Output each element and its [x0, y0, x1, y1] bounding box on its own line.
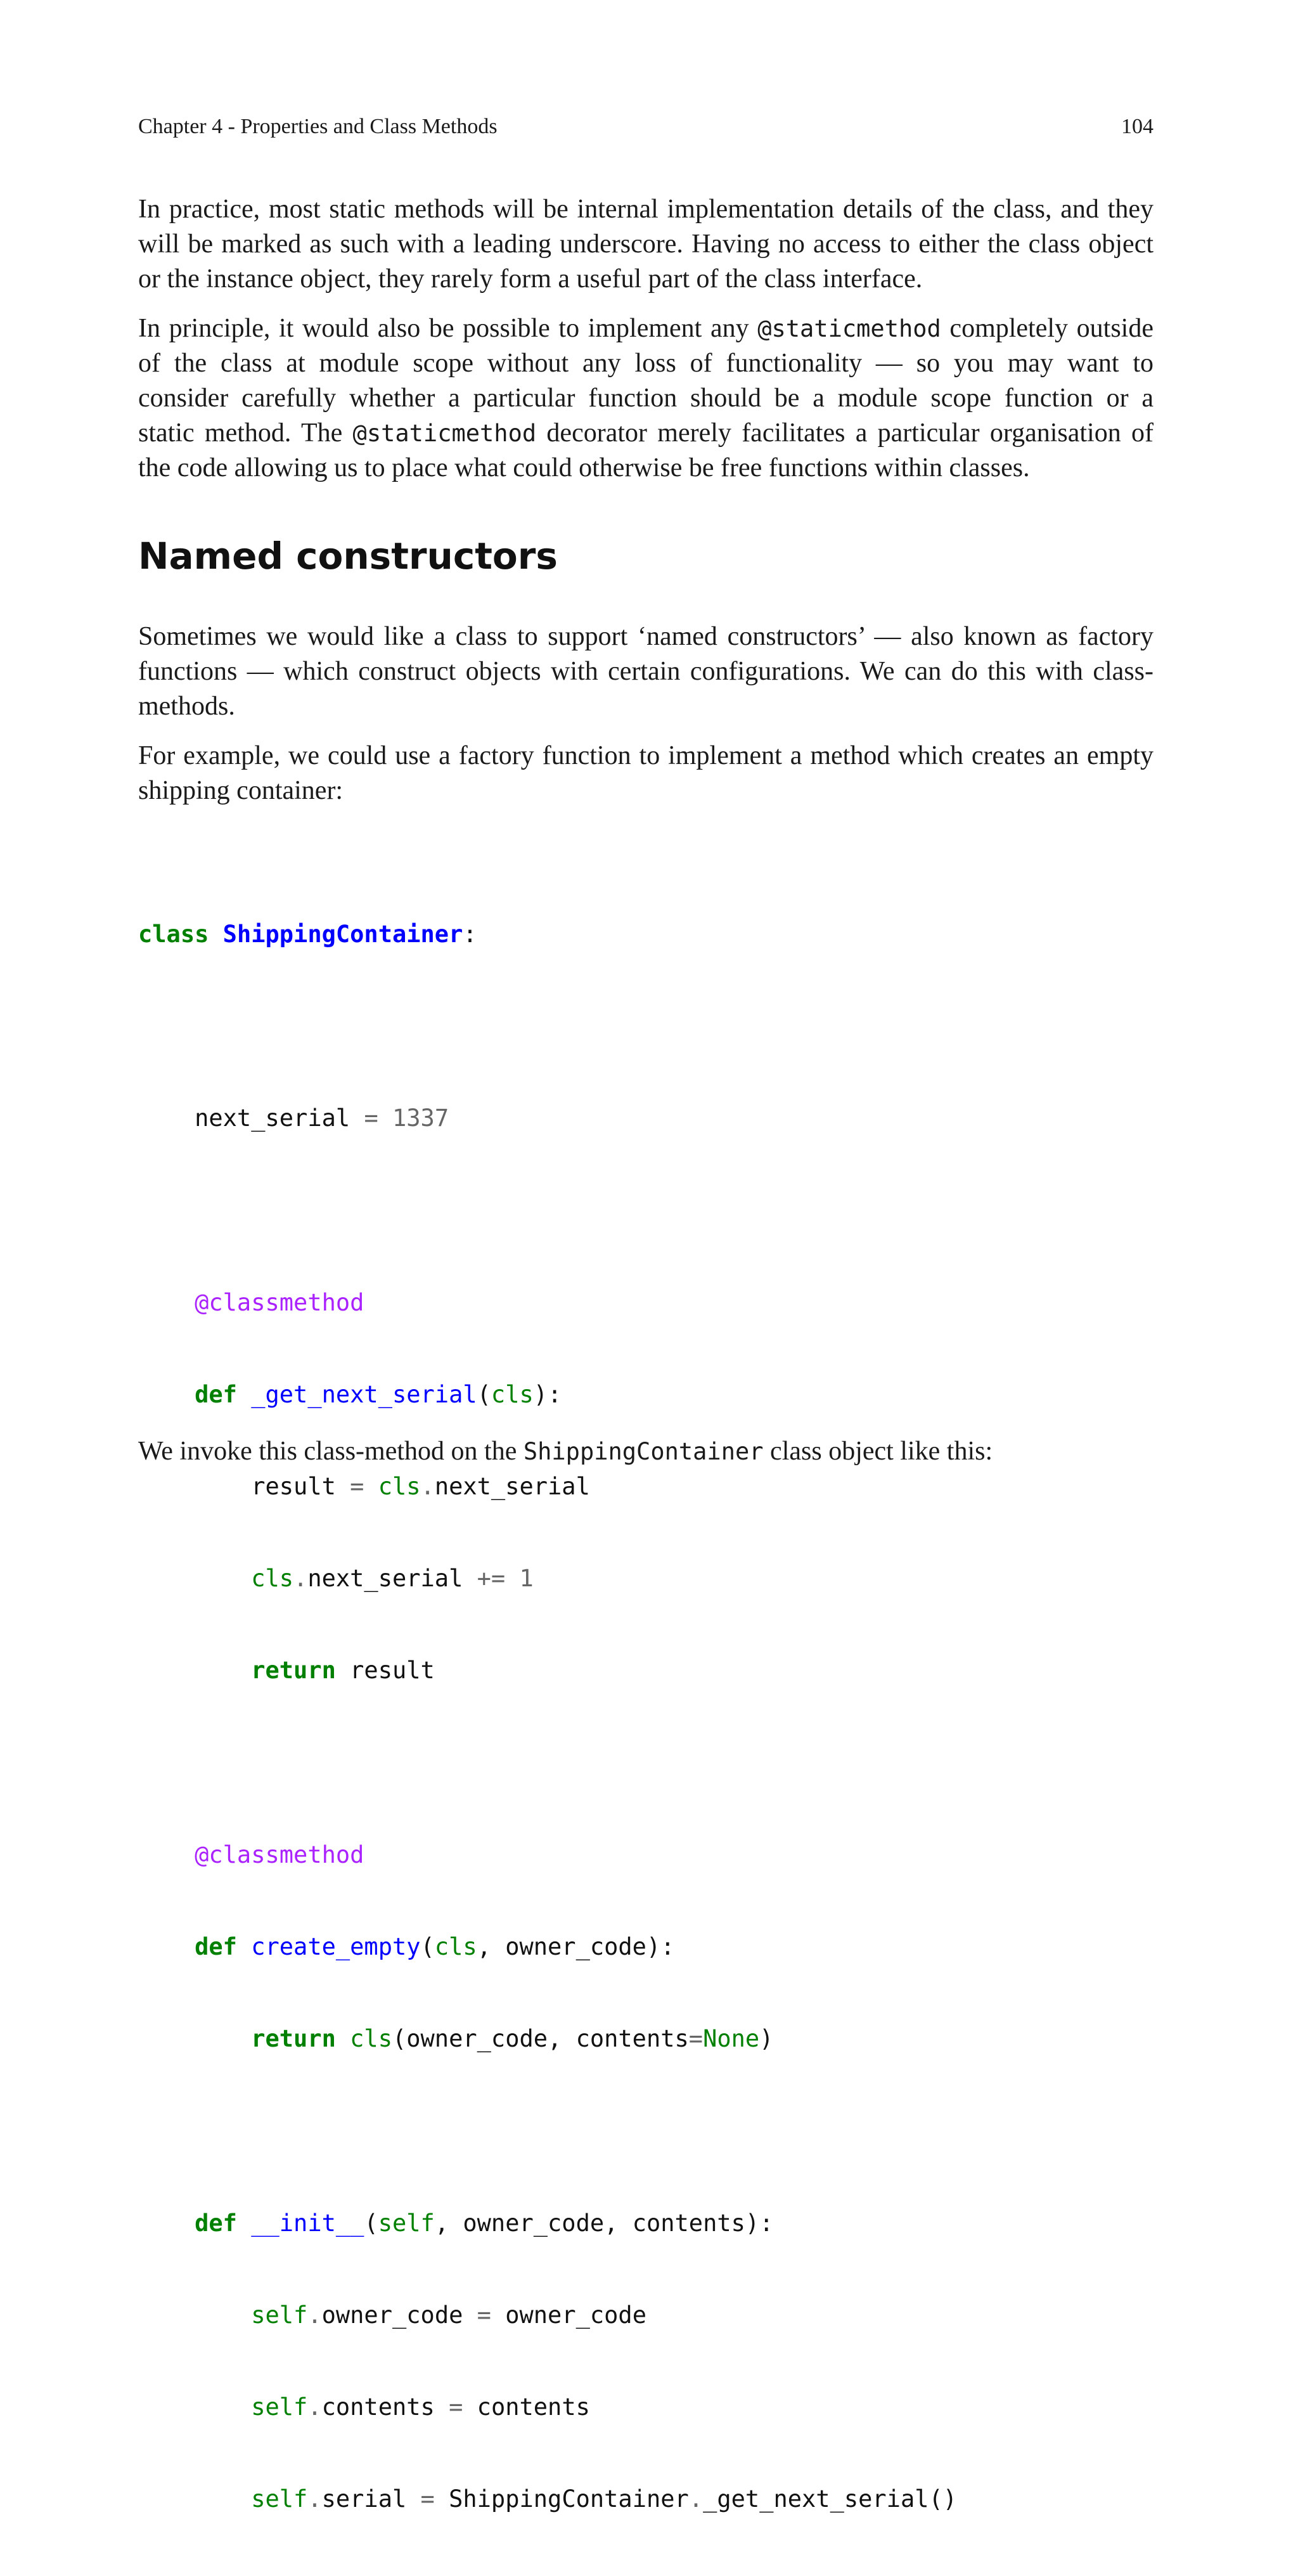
- code-line: [138, 919, 1153, 950]
- code-operator: .: [688, 2485, 704, 2513]
- code-line: [138, 2208, 1153, 2239]
- text-line: functions — which construct objects with certain configurations. We can do this with class-: [138, 657, 1153, 686]
- code-line: [138, 2024, 1153, 2054]
- code-keyword: def: [195, 2209, 237, 2237]
- code-line: [138, 1932, 1153, 1962]
- code-line: [138, 1380, 1153, 1410]
- code-line: [138, 2116, 1153, 2146]
- code-identifier: owner_code: [321, 2301, 463, 2329]
- text-span: class object like this:: [763, 1437, 993, 1466]
- code-punct: (: [420, 1933, 435, 1961]
- inline-code: @staticmethod: [352, 420, 537, 447]
- text-line: For example, we could use a factory function to implement a method which creates an empty: [138, 741, 1153, 770]
- code-constant: None: [703, 2025, 760, 2053]
- code-line: [138, 1748, 1153, 1778]
- code-keyword: def: [195, 1933, 237, 1961]
- code-operator: =: [350, 1473, 364, 1501]
- code-self: self: [251, 2393, 308, 2421]
- page-number: 104: [1121, 115, 1153, 138]
- code-operator: .: [307, 2393, 322, 2421]
- paragraph-invoke-classmethod: [138, 1434, 1153, 1469]
- code-operator: =: [449, 2393, 463, 2421]
- code-cls: cls: [491, 1380, 534, 1408]
- paragraph-static-methods-principle: [138, 311, 1153, 486]
- code-identifier: owner_code: [505, 2301, 646, 2329]
- code-keyword: return: [251, 2025, 336, 2053]
- code-keyword: def: [195, 1380, 237, 1408]
- text-line: or the instance object, they rarely form a useful part of the class interface.: [138, 264, 923, 294]
- code-params: , owner_code, contents):: [434, 2209, 774, 2237]
- code-cls: cls: [251, 1565, 294, 1593]
- code-line: [138, 1011, 1153, 1042]
- paragraph-factory-example: [138, 739, 1153, 808]
- text-line: methods.: [138, 692, 235, 721]
- code-number: 1337: [392, 1104, 449, 1132]
- code-operator: .: [307, 2301, 322, 2329]
- text-span: static method. The: [138, 418, 353, 448]
- code-function-name: __init__: [251, 2209, 364, 2237]
- code-keyword: class: [138, 920, 209, 948]
- code-cls: cls: [378, 1473, 421, 1501]
- code-operator: =: [420, 2485, 435, 2513]
- code-punct: (: [477, 1380, 491, 1408]
- code-line: [138, 1655, 1153, 1686]
- code-number: 1: [519, 1565, 534, 1593]
- text-line: the code allowing us to place what could otherwise be free functions within classes.: [138, 453, 1030, 482]
- code-line: [138, 2300, 1153, 2331]
- code-self: self: [251, 2485, 308, 2513]
- code-line: [138, 1288, 1153, 1318]
- inline-code: ShippingContainer: [523, 1438, 764, 1465]
- code-keyword: return: [251, 1657, 336, 1685]
- code-params: , owner_code):: [477, 1933, 675, 1961]
- code-identifier: serial: [321, 2485, 407, 2513]
- code-line: [138, 1195, 1153, 1226]
- code-identifier: ShippingContainer: [449, 2485, 689, 2513]
- code-line: [138, 1103, 1153, 1134]
- text-span: decorator merely facilitates a particular organisation of: [536, 418, 1154, 448]
- code-identifier: next_serial: [307, 1565, 463, 1593]
- code-operator: =: [688, 2025, 704, 2053]
- code-self: self: [251, 2301, 308, 2329]
- text-span: In principle, it would also be possible to implement any: [138, 314, 758, 343]
- code-punct: ): [759, 2025, 774, 2053]
- code-class-name: ShippingContainer: [222, 920, 463, 948]
- paragraph-named-constructors-intro: [138, 619, 1153, 724]
- text-line: [138, 311, 1153, 346]
- text-line: In practice, most static methods will be internal implementation details of the class, and they: [138, 195, 1153, 224]
- code-function-name: create_empty: [251, 1933, 421, 1961]
- code-args: (owner_code, contents: [392, 2025, 689, 2053]
- code-identifier: result: [350, 1657, 435, 1685]
- text-line: [138, 416, 1153, 451]
- code-identifier: result: [251, 1473, 336, 1501]
- section-heading: Named constructors: [138, 534, 558, 578]
- code-line: [138, 1840, 1153, 1870]
- code-cls: cls: [434, 1933, 477, 1961]
- text-line: of the class at module scope without any loss of functionality — so you may want to: [138, 349, 1153, 378]
- code-operator: +=: [477, 1565, 506, 1593]
- text-line: Sometimes we would like a class to support ‘named constructors’ — also known as factory: [138, 622, 1153, 651]
- code-identifier: contents: [477, 2393, 590, 2421]
- code-identifier: contents: [321, 2393, 435, 2421]
- code-line: [138, 2484, 1153, 2515]
- code-punct: (: [364, 2209, 378, 2237]
- code-identifier: next_serial: [434, 1473, 590, 1501]
- code-identifier: _get_next_serial(): [703, 2485, 958, 2513]
- paragraph-static-methods-practice: [138, 192, 1153, 297]
- text-span: completely outside: [941, 314, 1153, 343]
- code-cls: cls: [350, 2025, 392, 2053]
- code-operator: =: [477, 2301, 491, 2329]
- code-line: [138, 2392, 1153, 2423]
- code-block: [138, 858, 1153, 2576]
- text-line: [138, 1434, 1153, 1469]
- text-line: will be marked as such with a leading underscore. Having no access to either the class object: [138, 230, 1153, 259]
- code-operator: .: [293, 1565, 308, 1593]
- code-decorator: @classmethod: [195, 1841, 364, 1868]
- code-identifier: next_serial: [195, 1104, 350, 1132]
- text-line: shipping container:: [138, 776, 344, 805]
- code-function-name: _get_next_serial: [251, 1380, 477, 1408]
- code-operator: =: [364, 1104, 378, 1132]
- code-self: self: [378, 2209, 435, 2237]
- code-operator: .: [420, 1473, 435, 1501]
- code-decorator: @classmethod: [195, 1288, 364, 1316]
- code-line: [138, 1472, 1153, 1502]
- code-operator: .: [307, 2485, 322, 2513]
- chapter-title: Chapter 4 - Properties and Class Methods: [138, 115, 498, 138]
- text-span: We invoke this class-method on the: [138, 1437, 524, 1466]
- code-line: [138, 1563, 1153, 1594]
- inline-code: @staticmethod: [757, 315, 941, 342]
- text-line: consider carefully whether a particular function should be a module scope function or a: [138, 384, 1153, 413]
- code-punct: :: [463, 920, 477, 948]
- code-punct: ):: [533, 1380, 562, 1408]
